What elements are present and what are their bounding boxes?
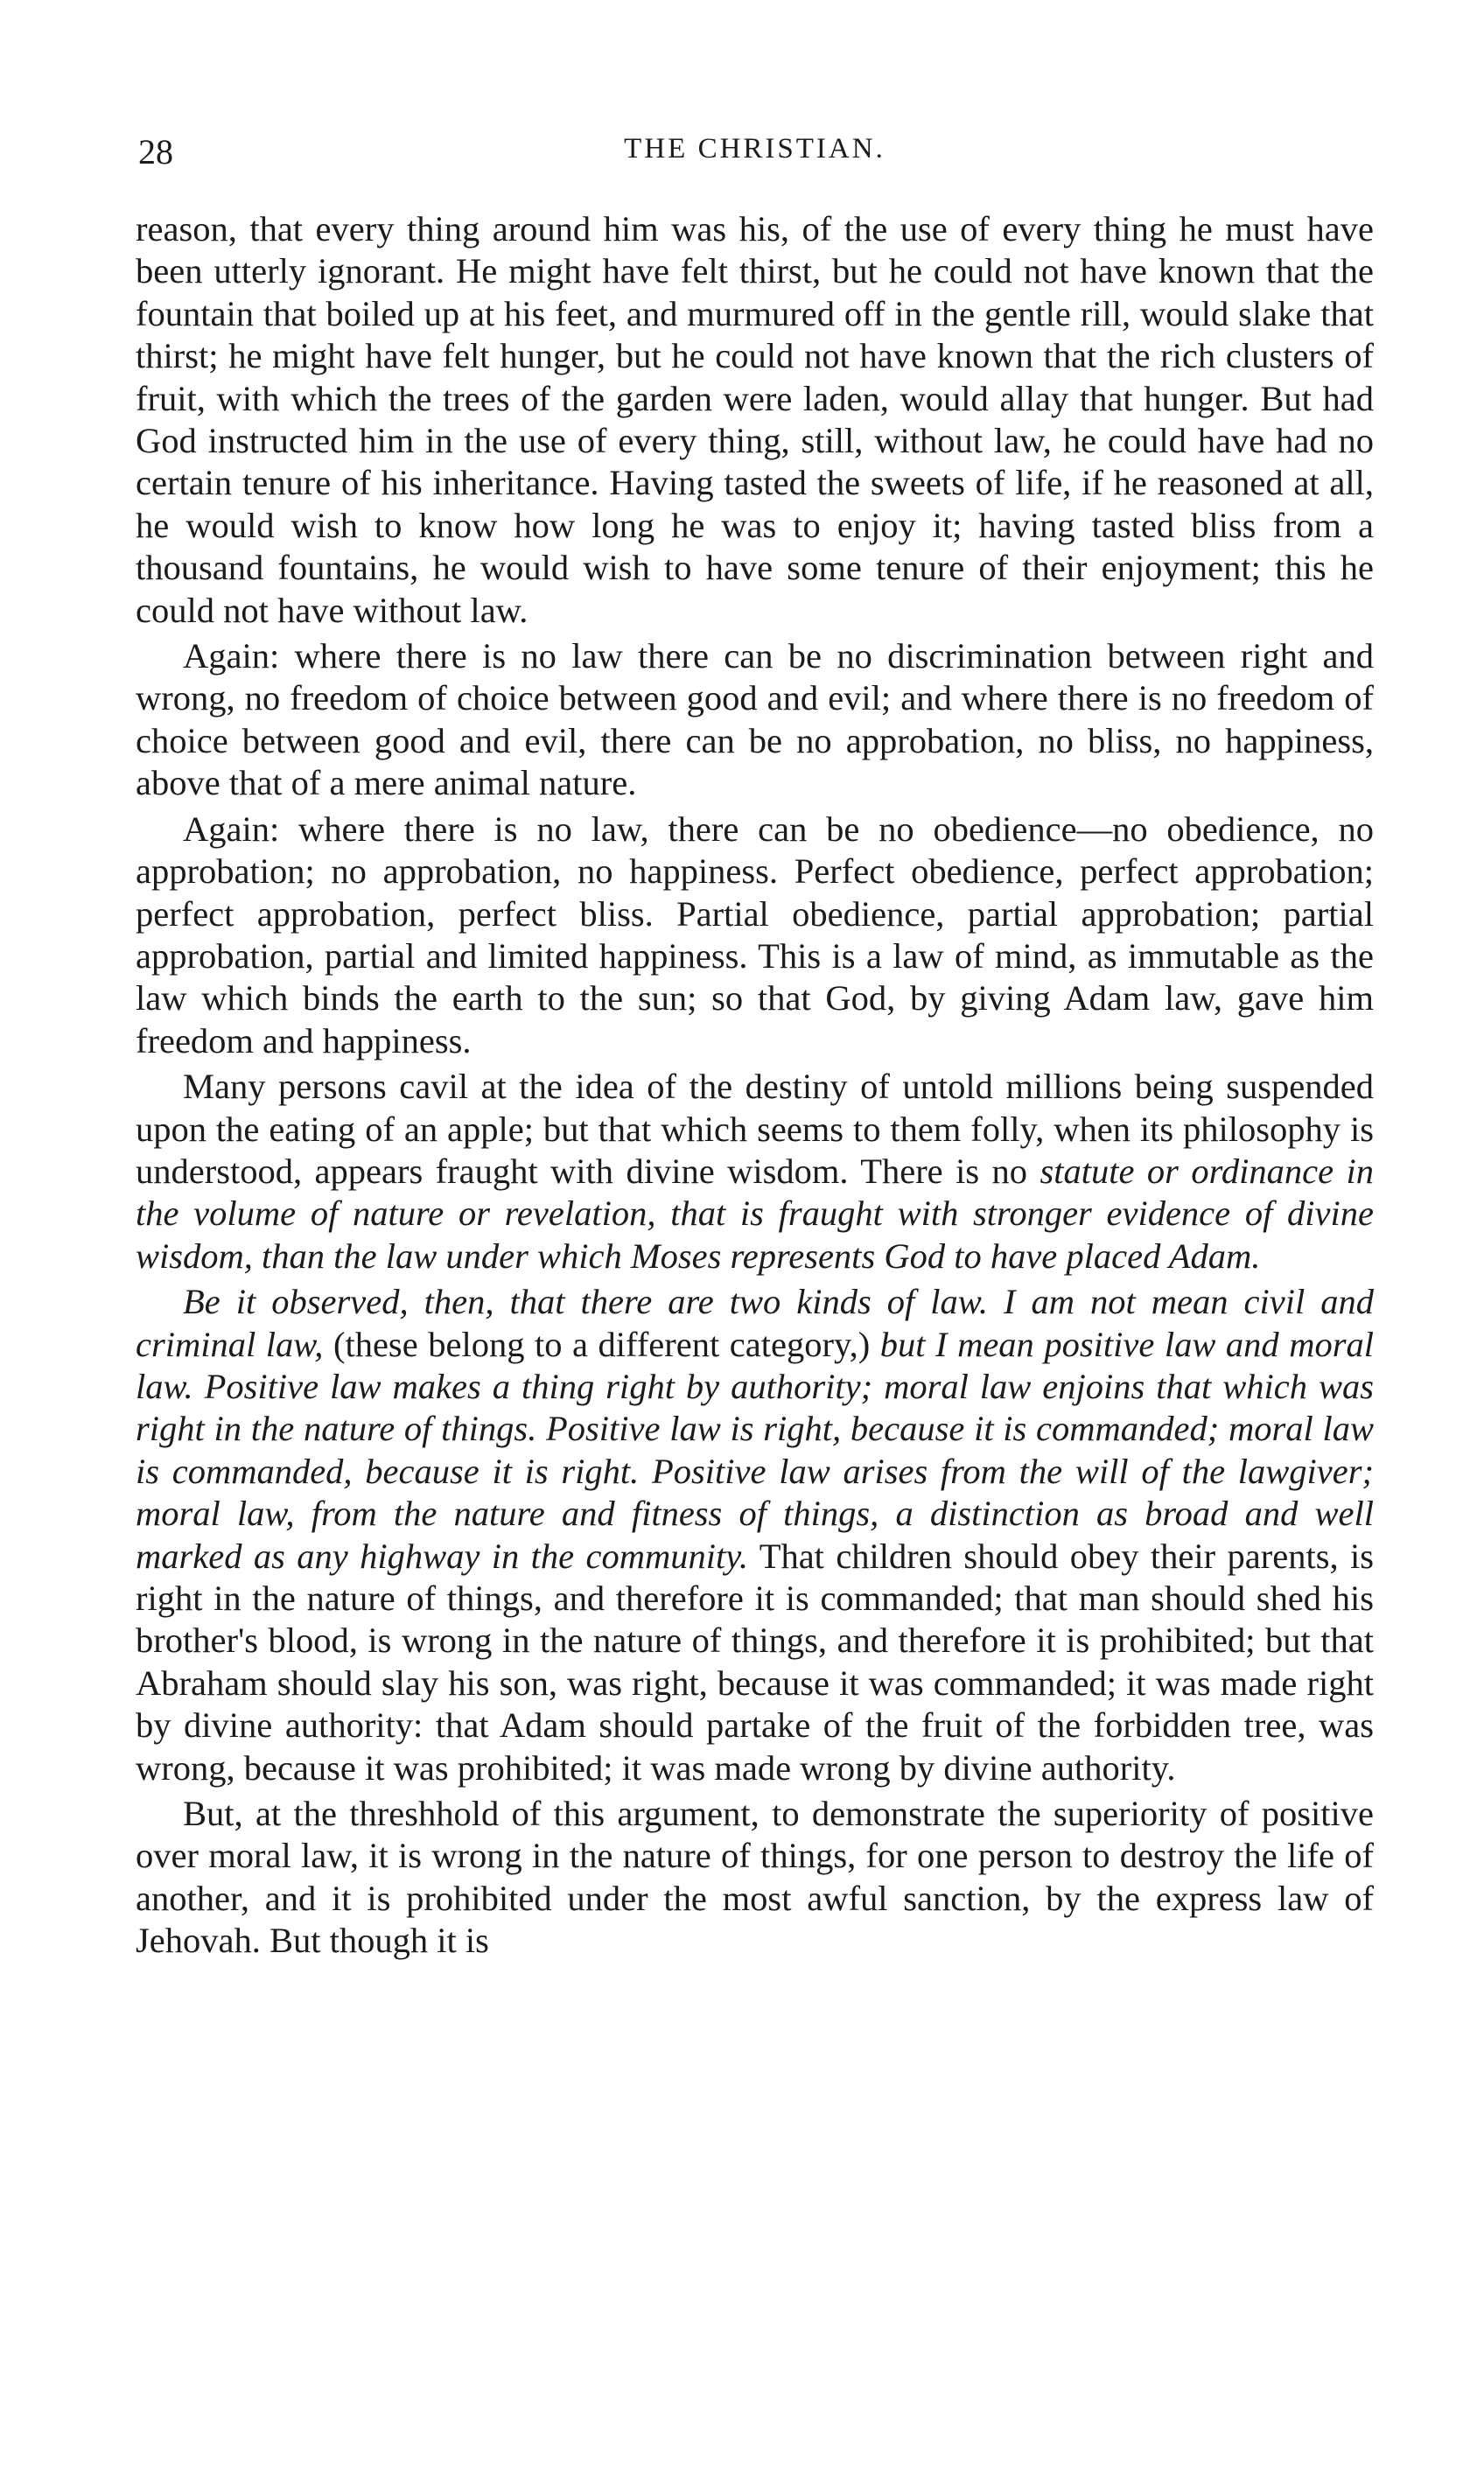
page-number: 28	[138, 132, 173, 172]
body-text	[136, 208, 1374, 1963]
paragraph	[136, 1793, 1374, 1963]
paragraph-text: Again: where there is no law, there can be no obedience—no obedience, no approbation; no approbation, no happiness. Perfect obedience, perfect approbation; perfect approbation, perfect bliss. Partial obedience, partial approbation; partial approbation, partial and limited happiness. This is a law of mind, as immutable as the law which binds the earth to the sun; so that God, by giving Adam law, gave him freedom and happiness.	[136, 808, 1374, 1060]
paragraph	[136, 1066, 1374, 1278]
running-title: THE CHRISTIAN.	[624, 133, 886, 164]
paragraph-text: But, at the threshhold of this argument, to demonstrate the superiority of positive over moral law, it is wrong in the nature of things, for one person to destroy the life of another, and it is prohibited under the most awful sanction, by the express law of Jehovah. But though it is	[136, 1794, 1374, 1961]
paragraph-italic-text: statute or ordinance in the volume of nature or revelation, that is fraught with stronger evidence of divine wisdom, than the law under which Moses represents God to have placed Adam.	[136, 1151, 1375, 1276]
paragraph	[136, 635, 1374, 805]
paragraph-text: Again: where there is no law there can be no discrimination between right and wrong, no freedom of choice between good and evil; and where there is no freedom of choice between good and evil, there can be no approbation, no bliss, no happiness, above that of a mere animal nature.	[136, 636, 1374, 803]
paragraph-continued	[136, 208, 1374, 632]
book-page	[136, 131, 1374, 1963]
paragraph	[136, 1281, 1374, 1789]
paragraph-text: That children should obey their parents, is right in the nature of things, and therefore it is commanded; that man should shed his brother's blood, is wrong in the nature of things, and therefore it is prohibited; but that Abraham should slay his son, was right, because it was commanded; it was made right by divine authority: that Adam should partake of the fruit of the forbidden tree, was wrong, because it was prohibited; it was made wrong by divine authority.	[136, 1536, 1374, 1788]
running-head	[136, 131, 1374, 184]
paragraph-italic-text: Be it observed, then, that there are two kinds of law. I am not mean civil and criminal law,	[136, 1282, 1374, 1364]
paragraph-text: (these belong to a different category,)	[332, 1324, 871, 1364]
paragraph-italic-text: but I mean positive law and moral law. Positive law makes a thing right by authority; moral law enjoins that which was right in the nature of things. Positive law is right, because it is commanded; moral law is commanded, because it is right. Positive law arises from the will of the lawgiver; moral law, from the nature and fitness of things, a distinction as broad and well marked as any highway in the community.	[136, 1324, 1374, 1576]
paragraph-text: Many persons cavil at the idea of the destiny of untold millions being suspended upon the eating of an apple; but that which seems to them folly, when its philosophy is understood, appears fraught with divine wisdom. There is no	[136, 1067, 1374, 1191]
paragraph	[136, 808, 1374, 1062]
paragraph-text: reason, that every thing around him was his, of the use of every thing he must have been utterly ignorant. He might have felt thirst, but he could not have known that the fountain that boiled up at his feet, and murmured off in the gentle rill, would slake that thirst; he might have felt hunger, but he could not have known that the rich clusters of fruit, with which the trees of the garden were laden, would allay that hunger. But had God instructed him in the use of every thing, still, without law, he could have had no certain tenure of his inheritance. Having tasted the sweets of life, if he reasoned at all, he would wish to know how long he was to enjoy it; having tasted bliss from a thousand fountains, he would wish to have some tenure of their enjoyment; this he could not have without law.	[136, 209, 1374, 630]
